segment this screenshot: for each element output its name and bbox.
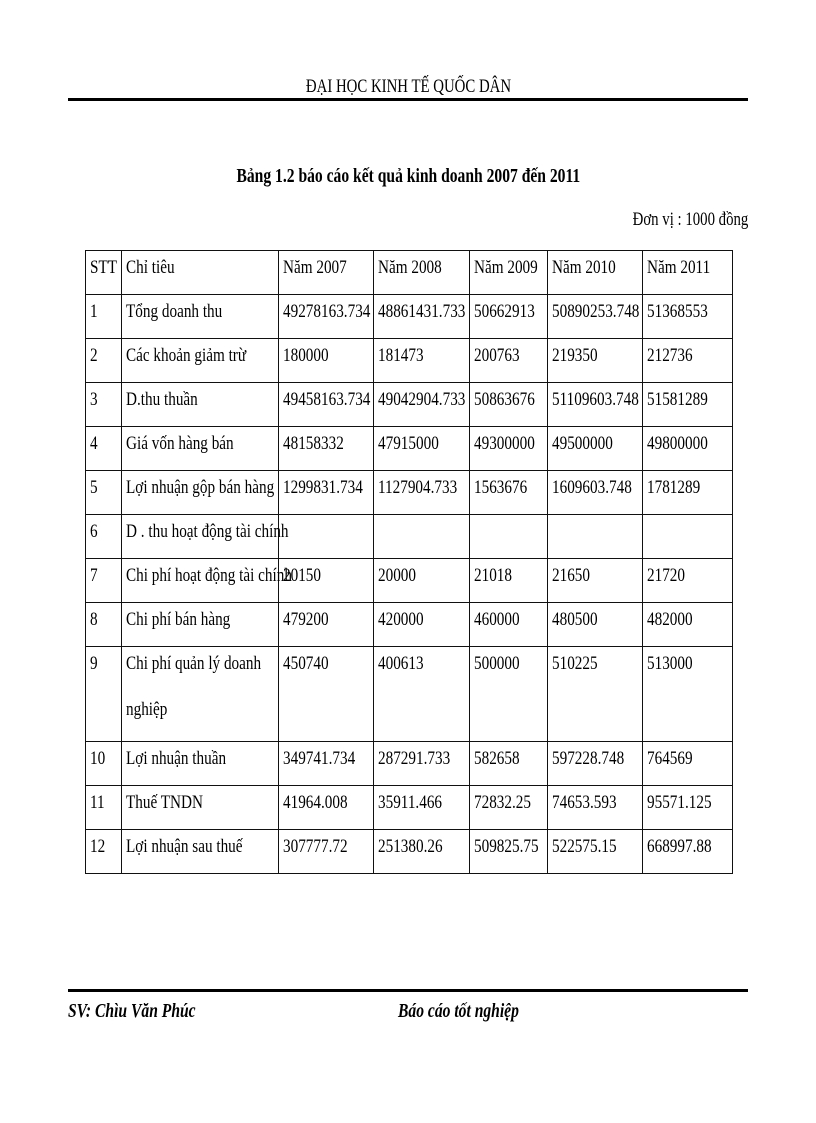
table-cell: 49278163.734	[279, 295, 374, 339]
header-institution: ĐẠI HỌC KINH TẾ QUỐC DÂN	[305, 76, 511, 97]
column-header: Năm 2010	[548, 251, 643, 295]
table-cell: 510225	[548, 647, 643, 742]
table-cell	[279, 515, 374, 559]
table-cell: 49500000	[548, 427, 643, 471]
table-cell: 35911.466	[374, 786, 470, 830]
table-cell: 597228.748	[548, 742, 643, 786]
table-cell: 307777.72	[279, 830, 374, 874]
table-cell: Thuế TNDN	[122, 786, 279, 830]
table-cell: 50890253.748	[548, 295, 643, 339]
table-cell: 20150	[279, 559, 374, 603]
table-cell: Giá vốn hàng bán	[122, 427, 279, 471]
table-cell: 5	[86, 471, 122, 515]
table-cell: 7	[86, 559, 122, 603]
footer-divider	[68, 989, 748, 992]
table-cell: 21650	[548, 559, 643, 603]
table-row	[86, 295, 733, 339]
table-cell: 1299831.734	[279, 471, 374, 515]
table-cell: 49458163.734	[279, 383, 374, 427]
table-cell: 48158332	[279, 427, 374, 471]
column-header: Năm 2008	[374, 251, 470, 295]
table-cell: 10	[86, 742, 122, 786]
table-cell: 764569	[643, 742, 733, 786]
table-cell: 251380.26	[374, 830, 470, 874]
table-cell: 41964.008	[279, 786, 374, 830]
table-cell: 49800000	[643, 427, 733, 471]
table-cell: 460000	[470, 603, 548, 647]
table-cell: 482000	[643, 603, 733, 647]
table-cell: 48861431.733	[374, 295, 470, 339]
table-row	[86, 742, 733, 786]
table-cell: 21018	[470, 559, 548, 603]
table-cell: 582658	[470, 742, 548, 786]
column-header: Năm 2011	[643, 251, 733, 295]
table-cell: D.thu thuần	[122, 383, 279, 427]
table-cell: 522575.15	[548, 830, 643, 874]
table-row	[86, 830, 733, 874]
table-cell: 287291.733	[374, 742, 470, 786]
table-cell: 95571.125	[643, 786, 733, 830]
table-cell: 51581289	[643, 383, 733, 427]
table-cell: Chi phí hoạt động tài chính	[122, 559, 279, 603]
business-results-table	[85, 250, 733, 874]
table-cell: 3	[86, 383, 122, 427]
table-cell: 47915000	[374, 427, 470, 471]
table-cell: 49042904.733	[374, 383, 470, 427]
table-row	[86, 786, 733, 830]
table-cell: 668997.88	[643, 830, 733, 874]
table-cell: 450740	[279, 647, 374, 742]
table-cell: 219350	[548, 339, 643, 383]
table-cell: 21720	[643, 559, 733, 603]
table-cell: 1609603.748	[548, 471, 643, 515]
footer-report-type: Báo cáo tốt nghiệp	[398, 1000, 519, 1022]
table-cell: 420000	[374, 603, 470, 647]
table-row	[86, 603, 733, 647]
table-cell: Chi phí quản lý doanh nghiệp	[122, 647, 279, 742]
table-cell: 180000	[279, 339, 374, 383]
table-cell: 500000	[470, 647, 548, 742]
table-cell: 181473	[374, 339, 470, 383]
table-cell: 509825.75	[470, 830, 548, 874]
table-row	[86, 339, 733, 383]
table-cell: 49300000	[470, 427, 548, 471]
table-cell: 200763	[470, 339, 548, 383]
table-cell: D . thu hoạt động tài chính	[122, 515, 279, 559]
table-cell	[374, 515, 470, 559]
table-cell: 212736	[643, 339, 733, 383]
table-row	[86, 559, 733, 603]
footer-student: SV: Chìu Văn Phúc	[68, 1000, 196, 1022]
table-header-row	[86, 251, 733, 295]
table-cell: 1127904.733	[374, 471, 470, 515]
column-header: Năm 2007	[279, 251, 374, 295]
table-cell	[548, 515, 643, 559]
table-row	[86, 383, 733, 427]
table-cell: 1563676	[470, 471, 548, 515]
table-title: Bảng 1.2 báo cáo kết quả kinh doanh 2007 đến 2011	[236, 165, 580, 187]
table-row	[86, 647, 733, 742]
table-cell: 9	[86, 647, 122, 742]
table-cell: 11	[86, 786, 122, 830]
table-cell: 74653.593	[548, 786, 643, 830]
table-cell: 513000	[643, 647, 733, 742]
table-cell	[470, 515, 548, 559]
table-cell: 51109603.748	[548, 383, 643, 427]
table-cell: Lợi nhuận gộp bán hàng	[122, 471, 279, 515]
unit-label: Đơn vị : 1000 đồng	[632, 209, 748, 230]
table-cell: 51368553	[643, 295, 733, 339]
table-cell	[643, 515, 733, 559]
table-cell: Các khoản giảm trừ	[122, 339, 279, 383]
table-cell: 1	[86, 295, 122, 339]
table-cell: 72832.25	[470, 786, 548, 830]
table-cell: 4	[86, 427, 122, 471]
column-header: STT	[86, 251, 122, 295]
table-row	[86, 515, 733, 559]
table-cell: 349741.734	[279, 742, 374, 786]
table-row	[86, 427, 733, 471]
column-header: Chỉ tiêu	[122, 251, 279, 295]
table-cell: 480500	[548, 603, 643, 647]
table-cell: 2	[86, 339, 122, 383]
table-cell: Tổng doanh thu	[122, 295, 279, 339]
table-cell: 8	[86, 603, 122, 647]
header-divider	[68, 98, 748, 101]
table-row	[86, 471, 733, 515]
table-cell: 6	[86, 515, 122, 559]
table-cell: Chi phí bán hàng	[122, 603, 279, 647]
table-cell: 50863676	[470, 383, 548, 427]
table-cell: 479200	[279, 603, 374, 647]
table-cell: 400613	[374, 647, 470, 742]
table-cell: 12	[86, 830, 122, 874]
table-cell: 50662913	[470, 295, 548, 339]
table-cell: 20000	[374, 559, 470, 603]
table-cell: Lợi nhuận sau thuế	[122, 830, 279, 874]
table-cell: 1781289	[643, 471, 733, 515]
table-cell: Lợi nhuận thuần	[122, 742, 279, 786]
column-header: Năm 2009	[470, 251, 548, 295]
